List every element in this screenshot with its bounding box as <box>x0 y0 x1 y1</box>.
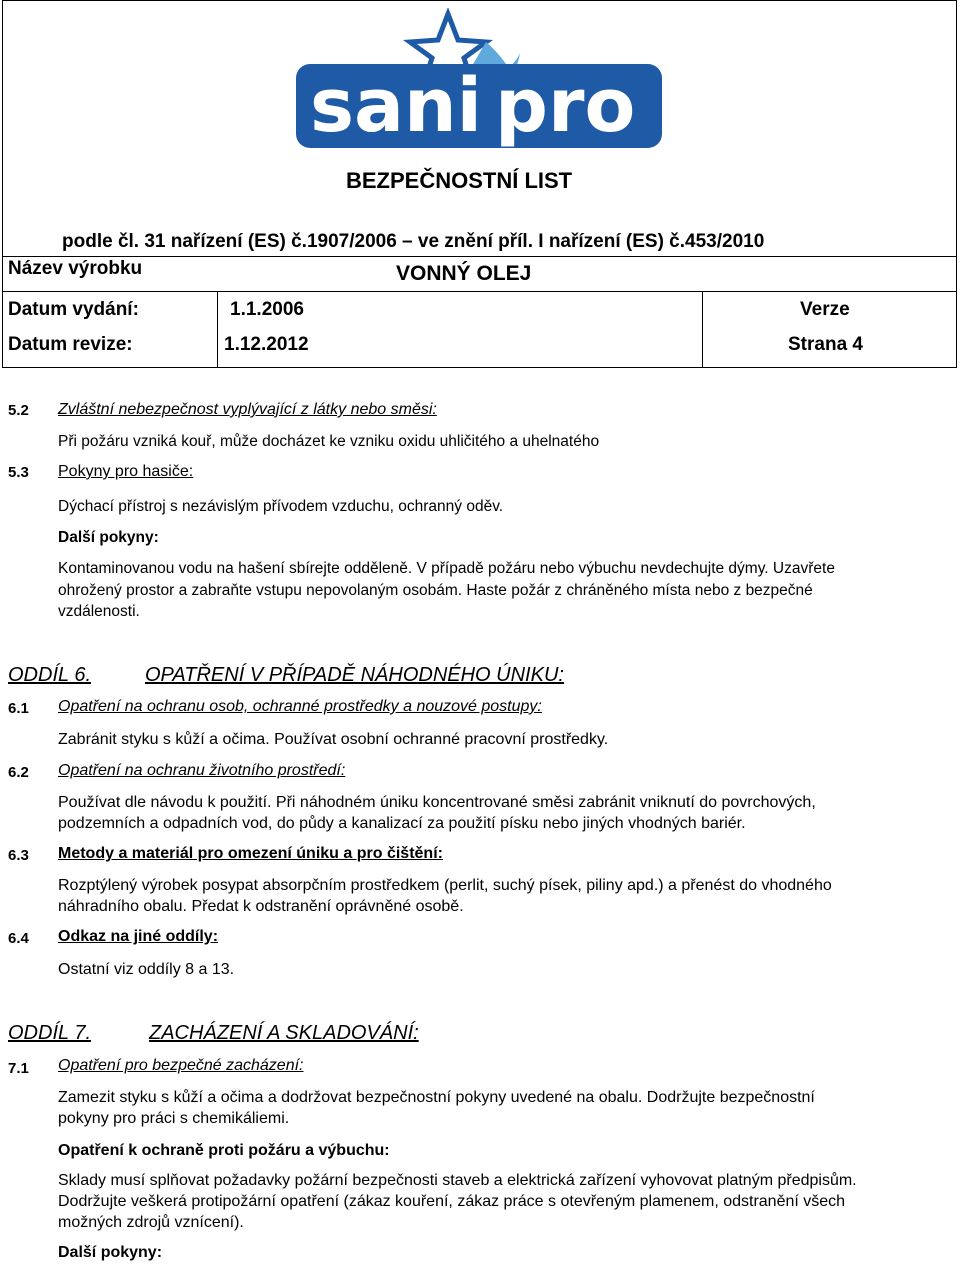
subsection-heading: Opatření pro bezpečné zacházení: <box>58 1057 304 1074</box>
issue-date: 1.1.2006 <box>230 299 304 320</box>
version-label: Verze <box>800 299 850 320</box>
paragraph-line: náhradního obalu. Předat k odstranění oprávněné osobě. <box>58 898 464 915</box>
subsection-heading: Zvláštní nebezpečnost vyplývající z látky nebo směsi: <box>58 401 437 418</box>
paragraph: Ostatní viz oddíly 8 a 13. <box>58 961 235 978</box>
revision-date: 1.12.2012 <box>224 334 309 355</box>
svg-text:pro: pro <box>495 63 636 149</box>
subsection-heading: Metody a materiál pro omezení úniku a pro čištění: <box>58 845 443 862</box>
section-title: OPATŘENÍ V PŘÍPADĚ NÁHODNÉHO ÚNIKU: <box>145 664 564 686</box>
subheading-label: Další pokyny: <box>58 1244 163 1261</box>
product-name: VONNÝ OLEJ <box>396 262 532 285</box>
section-label: ODDÍL 7. <box>8 1022 91 1044</box>
section-number: 7.1 <box>8 1060 29 1077</box>
section-label: ODDÍL 6. <box>8 664 91 686</box>
section-number: 6.1 <box>8 700 29 717</box>
paragraph-line: Sklady musí splňovat požadavky požární bezpečnosti staveb a elektrická zařízení vyhovovat platným předpisům. <box>58 1172 857 1189</box>
paragraph-line: Dodržujte veškerá protipožární opatření (zákaz kouření, zákaz práce s otevřeným plamenem, odstranění všech <box>58 1193 846 1210</box>
paragraph-line: Kontaminovanou vodu na hašení sbírejte odděleně. V případě požáru nebo výbuchu nevdechujte dýmy. Uzavřete <box>58 560 835 577</box>
paragraph: Zabránit styku s kůží a očima. Používat osobní ochranné pracovní prostředky. <box>58 731 609 748</box>
subsection-heading: Odkaz na jiné oddíly: <box>58 928 219 945</box>
section-number: 5.2 <box>8 402 29 419</box>
section-number: 6.2 <box>8 764 29 781</box>
paragraph-line: vzdálenosti. <box>58 603 140 620</box>
subsection-heading: Opatření na ochranu osob, ochranné prostředky a nouzové postupy: <box>58 698 542 715</box>
paragraph-line: podzemních a odpadních vod, do půdy a kanalizací za použití písku nebo jiných vhodných bariér. <box>58 815 746 832</box>
regulation-reference: podle čl. 31 nařízení (ES) č.1907/2006 – ve znění příl. I nařízení (ES) č.453/2010 <box>62 231 765 252</box>
paragraph-line: možných zdrojů vznícení). <box>58 1214 244 1231</box>
header-divider <box>2 256 957 257</box>
paragraph-line: pokyny pro práci s chemikáliemi. <box>58 1110 290 1127</box>
product-label: Název výrobku <box>8 258 143 279</box>
document-title: BEZPEČNOSTNÍ LIST <box>346 168 573 193</box>
issue-date-label: Datum vydání: <box>8 299 139 320</box>
header-divider <box>2 367 957 368</box>
subsection-heading: Pokyny pro hasiče: <box>58 463 194 480</box>
svg-text:sani: sani <box>310 63 483 149</box>
paragraph-line: Rozptýlený výrobek posypat absorpčním prostředkem (perlit, suchý písek, piliny apd.) a přenést do vhodného <box>58 877 832 894</box>
page-number: Strana 4 <box>788 334 863 355</box>
company-logo <box>290 8 675 156</box>
section-title: ZACHÁZENÍ A SKLADOVÁNÍ: <box>149 1022 419 1044</box>
paragraph-line: ohrožený prostor a zabraňte vstupu nepovolaným osobám. Haste požár z chráněného místa nebo z bezpečné <box>58 582 813 599</box>
revision-date-label: Datum revize: <box>8 334 133 355</box>
paragraph-line: Zamezit styku s kůží a očima a dodržovat bezpečnostní pokyny uvedené na obalu. Dodržujte bezpečnostní <box>58 1089 815 1106</box>
paragraph: Při požáru vzniká kouř, může docházet ke vzniku oxidu uhličitého a uhelnatého <box>58 433 600 450</box>
paragraph: Dýchací přístroj s nezávislým přívodem vzduchu, ochranný oděv. <box>58 498 504 515</box>
subheading-label: Opatření k ochraně proti požáru a výbuchu: <box>58 1142 390 1159</box>
header-divider <box>2 291 957 292</box>
paragraph-line: Používat dle návodu k použití. Při náhodném úniku koncentrované směsi zabránit vniknutí do povrchových, <box>58 794 816 811</box>
header-divider <box>217 291 218 367</box>
section-number: 6.4 <box>8 930 29 947</box>
subsection-heading: Opatření na ochranu životního prostředí: <box>58 762 346 779</box>
subheading-label: Další pokyny: <box>58 529 159 546</box>
section-number: 6.3 <box>8 847 29 864</box>
section-number: 5.3 <box>8 464 29 481</box>
header-divider <box>702 291 703 367</box>
